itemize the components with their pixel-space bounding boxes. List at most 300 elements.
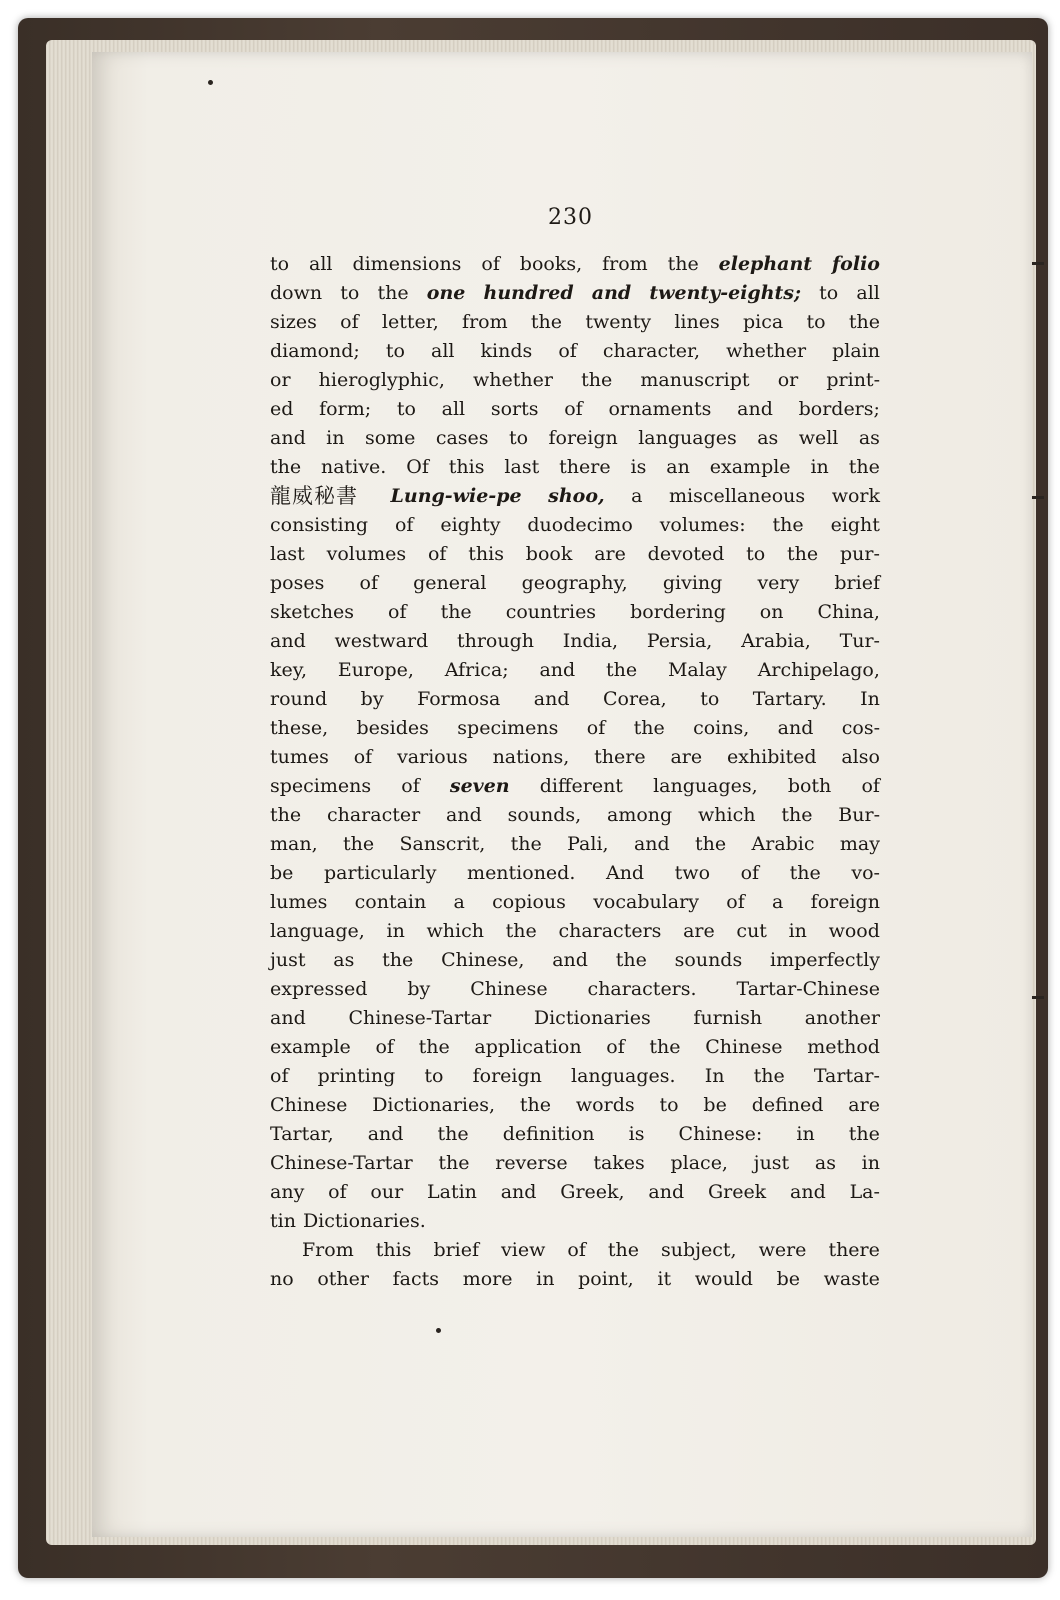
word: sounds, bbox=[507, 804, 582, 826]
word: which bbox=[426, 920, 484, 942]
word: through bbox=[456, 630, 534, 652]
text-line bbox=[270, 1033, 880, 1062]
text-line bbox=[270, 482, 880, 511]
word: are bbox=[670, 746, 703, 768]
word: a bbox=[772, 891, 784, 913]
word: our bbox=[370, 1181, 404, 1203]
word: Tartar-Chinese bbox=[736, 978, 880, 1000]
word: And bbox=[605, 862, 645, 884]
word: cases bbox=[435, 427, 489, 449]
word: the bbox=[753, 1065, 785, 1087]
word: to bbox=[700, 688, 720, 710]
word: are bbox=[683, 920, 715, 942]
word: various bbox=[397, 746, 468, 768]
word: Bur- bbox=[838, 804, 880, 826]
word: of bbox=[375, 1036, 394, 1058]
word: Sanscrit, bbox=[399, 833, 486, 855]
word: devoted bbox=[647, 543, 725, 565]
word: plain bbox=[832, 340, 880, 362]
word: a bbox=[453, 891, 465, 913]
word: application bbox=[474, 1036, 582, 1058]
word: different bbox=[539, 775, 623, 797]
word: cos- bbox=[841, 717, 880, 739]
word: ed bbox=[270, 398, 294, 420]
text-line bbox=[270, 453, 880, 482]
text-line bbox=[270, 917, 880, 946]
text-line bbox=[270, 627, 880, 656]
word: in bbox=[536, 1268, 555, 1290]
word: copious bbox=[492, 891, 566, 913]
word: Tartar- bbox=[813, 1065, 880, 1087]
word: In bbox=[704, 1065, 725, 1087]
word: borders; bbox=[798, 398, 880, 420]
word: just bbox=[270, 949, 306, 971]
word: just bbox=[753, 1152, 790, 1174]
word: there bbox=[594, 746, 646, 768]
word: be bbox=[776, 1268, 801, 1290]
word: whether bbox=[726, 340, 807, 362]
word: the bbox=[848, 456, 880, 478]
word: form; bbox=[319, 398, 372, 420]
word: this bbox=[448, 456, 485, 478]
word: eight bbox=[830, 514, 880, 536]
ink-dot bbox=[436, 1328, 441, 1333]
word: sounds bbox=[674, 949, 743, 971]
word: westward bbox=[334, 630, 429, 652]
word: from bbox=[462, 311, 508, 333]
word: the bbox=[270, 456, 302, 478]
text-line bbox=[270, 1178, 880, 1207]
word: of bbox=[564, 398, 583, 420]
word: and bbox=[270, 427, 306, 449]
text-line bbox=[270, 830, 880, 859]
word: the bbox=[633, 717, 665, 739]
word: or bbox=[777, 369, 799, 391]
word: tin bbox=[270, 1210, 296, 1232]
word: elephant bbox=[718, 253, 813, 275]
word: In bbox=[860, 688, 880, 710]
word: the bbox=[530, 311, 563, 333]
word: are bbox=[594, 543, 626, 565]
word: some bbox=[364, 427, 416, 449]
word: waste bbox=[823, 1268, 880, 1290]
word: character, bbox=[602, 340, 701, 362]
word: down bbox=[270, 282, 323, 304]
word: of bbox=[606, 1036, 625, 1058]
word: and bbox=[446, 804, 482, 826]
word: of bbox=[388, 601, 407, 623]
word: the bbox=[667, 253, 699, 275]
word: pica bbox=[743, 311, 784, 333]
text-line bbox=[270, 685, 880, 714]
word: both bbox=[787, 775, 832, 797]
text-line bbox=[270, 250, 880, 279]
word: vo- bbox=[851, 862, 880, 884]
word: giving bbox=[662, 572, 723, 594]
word: to bbox=[385, 340, 405, 362]
word: of bbox=[586, 717, 606, 739]
word: of bbox=[740, 862, 760, 884]
page-number: 230 bbox=[548, 205, 593, 230]
word: be bbox=[270, 862, 294, 884]
word: languages bbox=[638, 427, 737, 449]
word: La- bbox=[849, 1181, 880, 1203]
word: in bbox=[326, 427, 345, 449]
word: manuscript bbox=[640, 369, 750, 391]
word: besides bbox=[356, 717, 429, 739]
word: from bbox=[602, 253, 648, 275]
word: to bbox=[340, 282, 360, 304]
text-line bbox=[270, 888, 880, 917]
word: there bbox=[559, 456, 611, 478]
word: and bbox=[533, 688, 570, 710]
text-line bbox=[270, 1062, 880, 1091]
word: no bbox=[270, 1268, 294, 1290]
word: the bbox=[606, 659, 638, 681]
word: character bbox=[326, 804, 421, 826]
word: of bbox=[401, 775, 420, 797]
word: the bbox=[418, 1036, 450, 1058]
word: sizes bbox=[270, 311, 317, 333]
word: Persia, bbox=[646, 630, 713, 652]
word: or bbox=[270, 369, 291, 391]
word: example bbox=[270, 1036, 351, 1058]
word: foreign bbox=[810, 891, 880, 913]
word: countries bbox=[505, 601, 597, 623]
word: subject, bbox=[660, 1239, 737, 1261]
word: are bbox=[848, 1094, 880, 1116]
word: very bbox=[757, 572, 800, 594]
word: is bbox=[628, 1123, 645, 1145]
text-line bbox=[270, 772, 880, 801]
word: cut bbox=[736, 920, 767, 942]
word: in bbox=[386, 920, 405, 942]
word: Corea, bbox=[603, 688, 667, 710]
text-line bbox=[270, 366, 880, 395]
word: and bbox=[539, 659, 576, 681]
word: brief bbox=[834, 572, 880, 594]
word: the bbox=[440, 601, 472, 623]
word: Europe, bbox=[337, 659, 414, 681]
word: the bbox=[695, 833, 727, 855]
word: whether bbox=[473, 369, 553, 391]
word: the bbox=[438, 1152, 470, 1174]
word: the bbox=[581, 369, 613, 391]
word: the bbox=[649, 1036, 681, 1058]
word: key, bbox=[270, 659, 308, 681]
word: exhibited bbox=[726, 746, 817, 768]
word: Dictionaries bbox=[533, 1007, 651, 1029]
word: Arabia, bbox=[741, 630, 811, 652]
word: sorts bbox=[490, 398, 539, 420]
word: printing bbox=[317, 1065, 396, 1087]
word: as bbox=[757, 427, 779, 449]
text-line bbox=[270, 279, 880, 308]
word: consisting bbox=[270, 514, 369, 536]
word: Africa; bbox=[444, 659, 509, 681]
word: Tartary. bbox=[752, 688, 827, 710]
word: Latin bbox=[427, 1181, 477, 1203]
word: Formosa bbox=[417, 688, 501, 710]
word: particularly bbox=[324, 862, 437, 884]
word: specimens bbox=[457, 717, 559, 739]
word: Archipelago, bbox=[757, 659, 880, 681]
word: in bbox=[810, 456, 829, 478]
text-line bbox=[270, 859, 880, 888]
text-line bbox=[270, 714, 880, 743]
word: China, bbox=[817, 601, 880, 623]
word: to bbox=[746, 543, 766, 565]
word: Chinese: bbox=[678, 1123, 763, 1145]
word: foreign bbox=[548, 427, 618, 449]
word: well bbox=[798, 427, 839, 449]
word: Arabic bbox=[751, 833, 815, 855]
word: Chinese bbox=[270, 1094, 348, 1116]
word: of bbox=[481, 253, 500, 275]
word: the bbox=[377, 282, 409, 304]
word: one bbox=[426, 282, 466, 304]
word: to bbox=[424, 1065, 444, 1087]
word: lines bbox=[674, 311, 720, 333]
word: also bbox=[841, 746, 880, 768]
word: any bbox=[270, 1181, 305, 1203]
text-line bbox=[270, 946, 880, 975]
word: coins, bbox=[693, 717, 750, 739]
text-line bbox=[270, 975, 880, 1004]
word: Tur- bbox=[839, 630, 880, 652]
word: books, bbox=[519, 253, 583, 275]
word: Dictionaries, bbox=[372, 1094, 496, 1116]
text-line bbox=[270, 1120, 880, 1149]
word: general bbox=[413, 572, 487, 594]
word: brief bbox=[433, 1239, 480, 1261]
word: place, bbox=[670, 1152, 728, 1174]
word: this bbox=[375, 1239, 412, 1261]
word: the bbox=[519, 1094, 552, 1116]
word: there bbox=[828, 1239, 880, 1261]
word: tumes bbox=[270, 746, 329, 768]
word: the bbox=[787, 543, 819, 565]
word: an bbox=[666, 456, 690, 478]
word: mentioned. bbox=[467, 862, 576, 884]
word: Of bbox=[406, 456, 429, 478]
word: the bbox=[607, 1239, 639, 1261]
word: man, bbox=[270, 833, 318, 855]
word: a bbox=[631, 485, 643, 507]
word: diamond; bbox=[270, 340, 360, 362]
margin-mark bbox=[1032, 262, 1044, 265]
word: as bbox=[814, 1152, 836, 1174]
word: facts bbox=[392, 1268, 440, 1290]
word: and bbox=[737, 398, 773, 420]
word: bordering bbox=[630, 601, 726, 623]
text-line bbox=[270, 1149, 880, 1178]
word: method bbox=[807, 1036, 880, 1058]
word: in bbox=[788, 920, 807, 942]
word: to bbox=[659, 1094, 679, 1116]
word: vocabulary bbox=[593, 891, 699, 913]
word: another bbox=[804, 1007, 880, 1029]
word: shoo, bbox=[548, 485, 605, 507]
word: print- bbox=[826, 369, 880, 391]
word: native. bbox=[321, 456, 387, 478]
word: be bbox=[703, 1094, 727, 1116]
word: eighty bbox=[440, 514, 501, 536]
word: twenty-eights; bbox=[649, 282, 802, 304]
word: the bbox=[848, 1123, 880, 1145]
text-line bbox=[270, 1207, 880, 1236]
word: may bbox=[839, 833, 880, 855]
word: of bbox=[861, 775, 880, 797]
word: of bbox=[726, 891, 745, 913]
word: by bbox=[360, 688, 384, 710]
word: the bbox=[848, 311, 880, 333]
word: all bbox=[441, 398, 466, 420]
word: of bbox=[427, 543, 447, 565]
word: twenty bbox=[585, 311, 652, 333]
word: and bbox=[633, 833, 670, 855]
word: sketches bbox=[270, 601, 355, 623]
word: which bbox=[698, 804, 756, 826]
word: to bbox=[396, 398, 416, 420]
word: folio bbox=[832, 253, 880, 275]
word: defined bbox=[751, 1094, 824, 1116]
word: hieroglyphic, bbox=[318, 369, 445, 391]
word: language, bbox=[270, 920, 365, 942]
word: the bbox=[382, 949, 414, 971]
word: the bbox=[772, 514, 804, 536]
word: of bbox=[270, 1065, 289, 1087]
word: dimensions bbox=[352, 253, 462, 275]
word: and bbox=[500, 1181, 537, 1203]
margin-mark bbox=[1032, 996, 1044, 999]
word: letter, bbox=[381, 311, 439, 333]
word: seven bbox=[449, 775, 510, 797]
text-line bbox=[270, 540, 880, 569]
word: Lung-wie-pe bbox=[390, 485, 522, 507]
word: and bbox=[648, 1181, 685, 1203]
chinese-characters: 龍威秘書 bbox=[270, 484, 358, 508]
text-line bbox=[270, 1265, 880, 1294]
word: as bbox=[333, 949, 355, 971]
word: point, bbox=[578, 1268, 634, 1290]
text-line bbox=[270, 598, 880, 627]
word: and bbox=[270, 1007, 306, 1029]
word: to bbox=[819, 282, 839, 304]
word: duodecimo bbox=[527, 514, 633, 536]
word: to bbox=[270, 253, 290, 275]
word: and bbox=[552, 949, 588, 971]
word: From bbox=[302, 1239, 354, 1261]
text-line bbox=[270, 801, 880, 830]
word: languages. bbox=[571, 1065, 676, 1087]
word: takes bbox=[593, 1152, 645, 1174]
word: definition bbox=[502, 1123, 595, 1145]
word: the bbox=[342, 833, 375, 855]
word: contain bbox=[354, 891, 427, 913]
word: Chinese-Tartar bbox=[348, 1007, 492, 1029]
text-line bbox=[270, 743, 880, 772]
text-line bbox=[270, 569, 880, 598]
word: specimens bbox=[270, 775, 372, 797]
word: and bbox=[367, 1123, 404, 1145]
word: nations, bbox=[492, 746, 570, 768]
text-line bbox=[270, 395, 880, 424]
word: to bbox=[806, 311, 826, 333]
text-line bbox=[270, 1004, 880, 1033]
word: Malay bbox=[667, 659, 727, 681]
word: Chinese bbox=[705, 1036, 783, 1058]
word: the bbox=[437, 1123, 469, 1145]
word: kinds bbox=[480, 340, 533, 362]
word: the bbox=[615, 949, 647, 971]
word: the bbox=[510, 833, 542, 855]
word: more bbox=[462, 1268, 513, 1290]
word: furnish bbox=[693, 1007, 763, 1029]
word: two bbox=[674, 862, 711, 884]
word: book bbox=[525, 543, 573, 565]
word: hundred bbox=[483, 282, 574, 304]
word: volumes: bbox=[659, 514, 746, 536]
word: Pali, bbox=[567, 833, 609, 855]
word: other bbox=[317, 1268, 369, 1290]
word: to bbox=[508, 427, 529, 449]
word: of bbox=[340, 311, 359, 333]
word: expressed bbox=[270, 978, 368, 1000]
body-text bbox=[270, 250, 880, 1294]
word: words bbox=[575, 1094, 635, 1116]
text-line bbox=[270, 424, 880, 453]
word: round bbox=[270, 688, 328, 710]
word: of bbox=[353, 746, 373, 768]
word: miscellaneous bbox=[669, 485, 806, 507]
word: the bbox=[505, 920, 537, 942]
text-line bbox=[270, 1236, 880, 1265]
word: in bbox=[796, 1123, 815, 1145]
word: lumes bbox=[270, 891, 328, 913]
word: of bbox=[558, 340, 577, 362]
word: characters. bbox=[587, 978, 697, 1000]
text-line bbox=[270, 308, 880, 337]
word: foreign bbox=[472, 1065, 542, 1087]
word: imperfectly bbox=[770, 949, 880, 971]
word: pur- bbox=[839, 543, 880, 565]
word: Dictionaries. bbox=[302, 1210, 426, 1232]
word: and bbox=[777, 717, 814, 739]
word: of bbox=[359, 572, 378, 594]
text-line bbox=[270, 1091, 880, 1120]
word: is bbox=[630, 456, 647, 478]
word: all bbox=[431, 340, 455, 362]
word: view bbox=[501, 1239, 546, 1261]
word: in bbox=[861, 1152, 880, 1174]
text-line bbox=[270, 511, 880, 540]
word: poses bbox=[270, 572, 325, 594]
word: languages, bbox=[653, 775, 758, 797]
word: characters bbox=[558, 920, 662, 942]
word: geography, bbox=[521, 572, 628, 594]
word: among bbox=[607, 804, 673, 826]
word: and bbox=[790, 1181, 826, 1203]
word: volumes bbox=[326, 543, 407, 565]
ink-dot bbox=[208, 80, 213, 85]
word: Greek, bbox=[560, 1181, 625, 1203]
word: these, bbox=[270, 717, 329, 739]
word: of bbox=[394, 514, 414, 536]
word: by bbox=[407, 978, 431, 1000]
word: the bbox=[789, 862, 821, 884]
word: and bbox=[270, 630, 306, 652]
